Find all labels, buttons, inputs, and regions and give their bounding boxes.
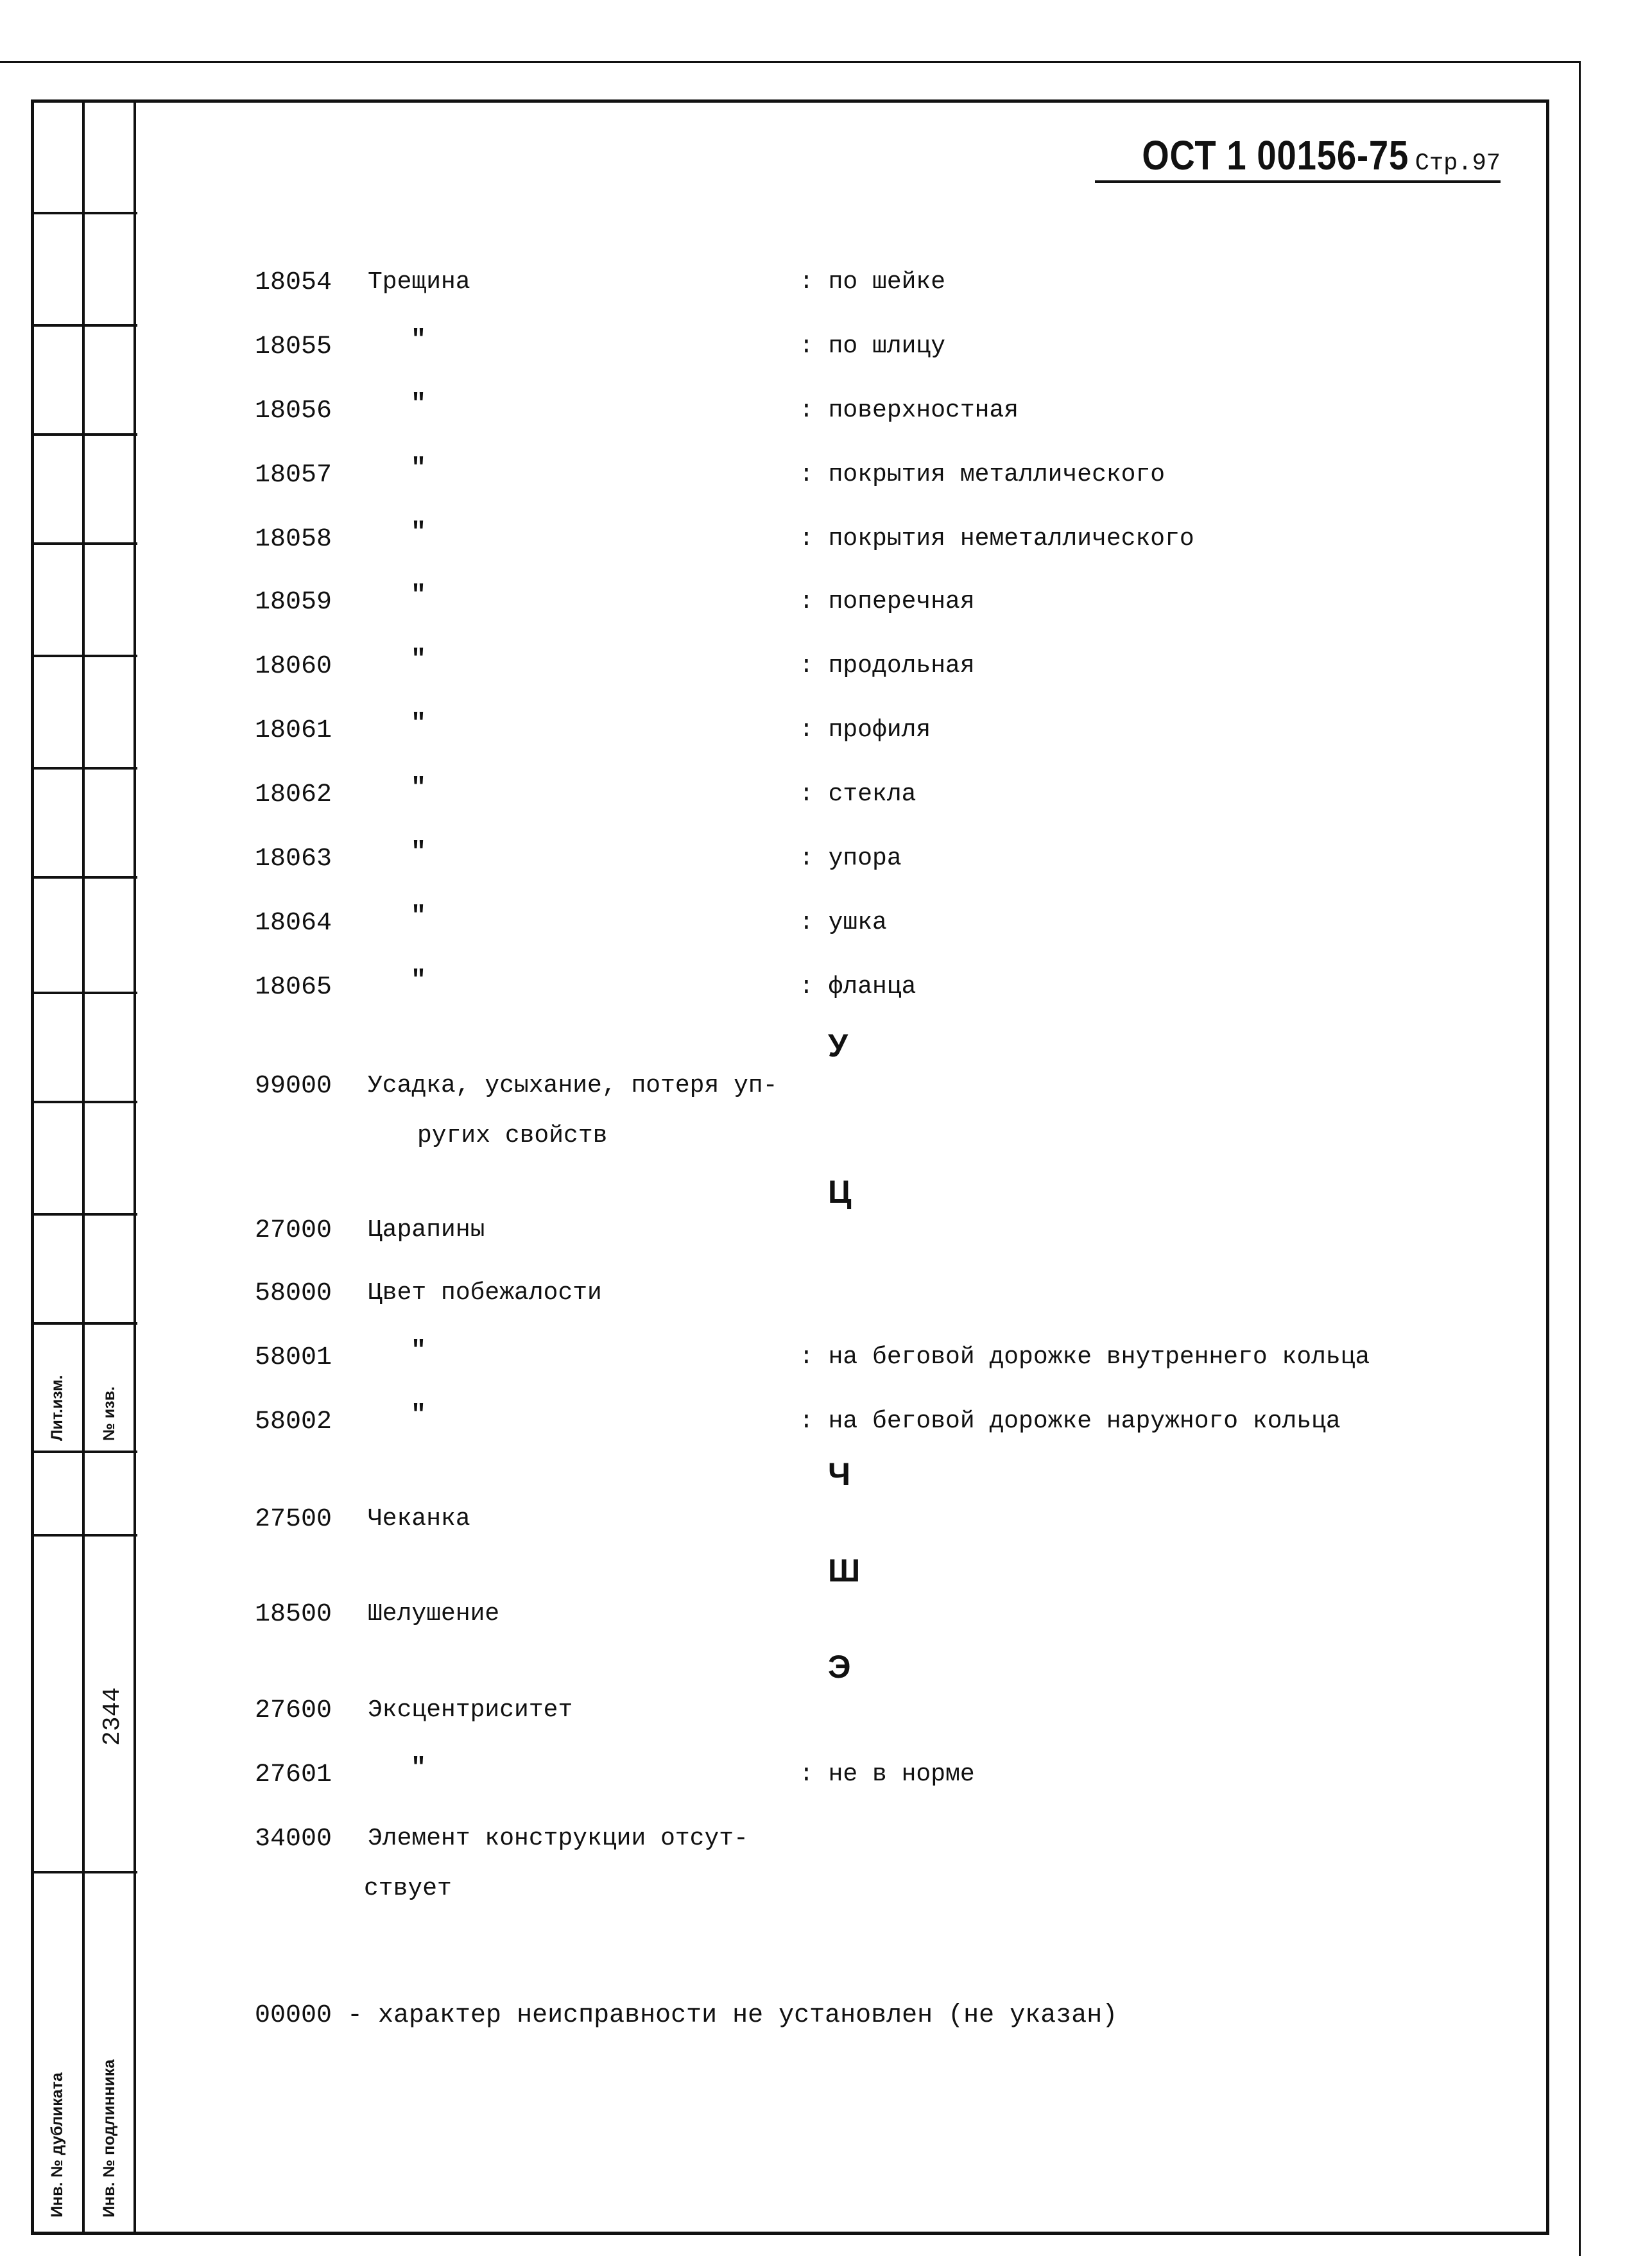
page-header (1095, 132, 1501, 183)
row-name-continuation: ствует (364, 1875, 452, 1902)
row-code: 58002 (255, 1408, 332, 1436)
row-desc: : покрытия неметаллического (799, 525, 1194, 553)
row-code: 18062 (255, 780, 332, 809)
inv-number: 2344 (99, 1687, 126, 1746)
row-desc: : продольная (799, 652, 975, 680)
ditto-mark: " (411, 774, 427, 803)
row-code: 18065 (255, 973, 332, 1002)
row-code: 58001 (255, 1343, 332, 1372)
row-desc: : профиля (799, 716, 931, 744)
ditto-mark: " (411, 519, 427, 547)
row-code: 18058 (255, 525, 332, 554)
row-code: 99000 (255, 1072, 332, 1101)
ditto-mark: " (411, 1337, 427, 1366)
row-name: Элемент конструкции отсут- (368, 1825, 748, 1852)
row-code: 18054 (255, 268, 332, 297)
section-letter: Ш (828, 1553, 861, 1589)
row-desc: : на беговой дорожке наружного кольца (799, 1408, 1341, 1435)
row-desc: : фланца (799, 973, 916, 1001)
margin-cell-line (31, 1213, 137, 1216)
right-page-edge (1579, 61, 1581, 2256)
margin-cell-line (31, 1871, 137, 1873)
margin-column-line-1 (82, 99, 85, 2235)
no-izv-label: № изв. (100, 1386, 118, 1441)
margin-cell-line (31, 1534, 137, 1537)
row-code: 18055 (255, 332, 332, 361)
row-desc: : упора (799, 845, 902, 872)
row-code: 27600 (255, 1696, 332, 1725)
margin-cell-line (31, 324, 137, 327)
page-number: Стр.97 (1415, 150, 1501, 177)
row-code: 58000 (255, 1279, 332, 1308)
row-code: 18063 (255, 845, 332, 874)
row-name: Усадка, усыхание, потеря уп- (368, 1072, 778, 1099)
ditto-mark: " (411, 710, 427, 739)
inv-podlinnika-label: Инв. № подлинника (100, 2059, 118, 2217)
section-letter: Ц (828, 1174, 852, 1210)
row-desc: : по шейке (799, 268, 946, 296)
row-code: 18057 (255, 461, 332, 490)
row-desc: : стекла (799, 780, 916, 808)
ditto-mark: " (411, 390, 427, 419)
row-code: 18059 (255, 588, 332, 617)
row-desc: : по шлицу (799, 332, 946, 360)
lit-izm-label: Лит.изм. (48, 1375, 66, 1441)
row-desc: : не в норме (799, 1761, 975, 1788)
row-code: 18064 (255, 909, 332, 938)
row-desc: : поперечная (799, 588, 975, 616)
margin-cell-line (31, 1451, 137, 1453)
margin-cell-line (31, 876, 137, 879)
margin-column-line-2 (133, 99, 136, 2235)
row-desc: : ушка (799, 909, 887, 936)
row-code: 18500 (255, 1600, 332, 1629)
row-code: 18060 (255, 652, 332, 681)
inv-dublikata-label: Инв. № дубликата (48, 2072, 66, 2217)
row-name: Царапины (368, 1216, 485, 1244)
row-code: 27500 (255, 1505, 332, 1534)
section-letter: Ч (828, 1456, 851, 1492)
row-name: Чеканка (368, 1505, 470, 1533)
margin-cell-line (31, 1101, 137, 1103)
ditto-mark: " (411, 326, 427, 355)
row-name: Эксцентриситет (368, 1696, 573, 1724)
row-desc: : на беговой дорожке внутреннего кольца (799, 1343, 1370, 1371)
ditto-mark: " (411, 646, 427, 675)
row-code: 18056 (255, 397, 332, 426)
top-page-edge (0, 61, 1579, 63)
row-code: 27601 (255, 1761, 332, 1789)
row-name: Цвет побежалости (368, 1279, 602, 1307)
margin-cell-line (31, 542, 137, 545)
margin-cell-line (31, 212, 137, 214)
margin-cell-line (31, 992, 137, 994)
ditto-mark: " (411, 1401, 427, 1430)
row-desc: : поверхностная (799, 397, 1019, 424)
ditto-mark: " (411, 902, 427, 931)
ditto-mark: " (411, 581, 427, 610)
row-desc: : покрытия металлического (799, 461, 1166, 488)
document-number: ОСТ 1 00156-75 (1142, 132, 1409, 178)
margin-cell-line (31, 767, 137, 770)
margin-cell-line (31, 1322, 137, 1325)
ditto-mark: " (411, 1754, 427, 1783)
margin-cell-line (31, 433, 137, 436)
margin-cell-line (31, 655, 137, 657)
row-name-continuation: ругих свойств (417, 1122, 608, 1150)
row-name: Шелушение (368, 1600, 500, 1628)
footnote: 00000 - характер неисправности не установлен (не указан) (255, 2001, 1118, 2030)
row-code: 34000 (255, 1825, 332, 1854)
ditto-mark: " (411, 967, 427, 995)
row-code: 27000 (255, 1216, 332, 1245)
section-letter: У (828, 1028, 848, 1063)
ditto-mark: " (411, 838, 427, 867)
row-code: 18061 (255, 716, 332, 745)
ditto-mark: " (411, 454, 427, 483)
section-letter: Э (828, 1649, 851, 1685)
row-name: Трещина (368, 268, 470, 296)
